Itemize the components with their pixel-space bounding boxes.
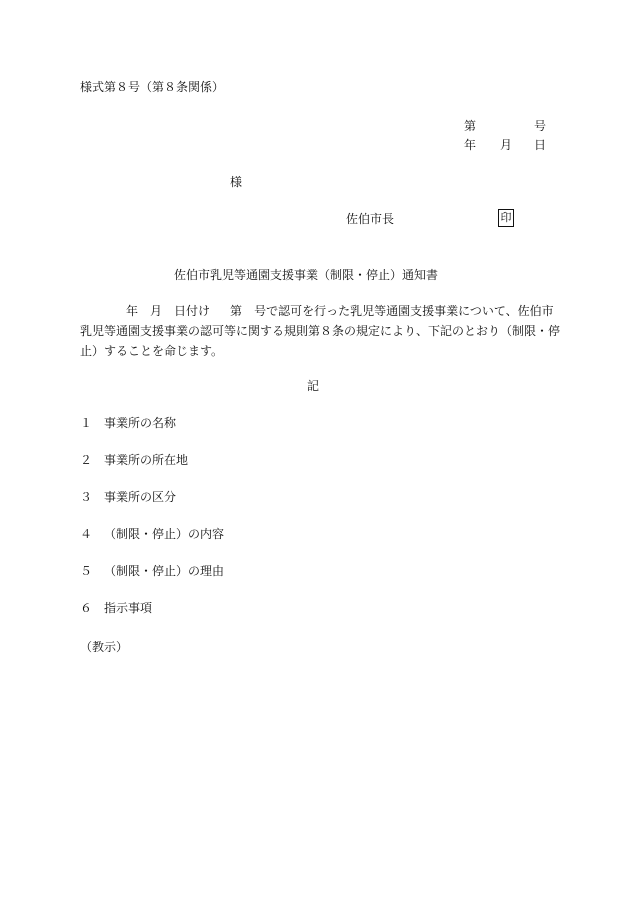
item-label: 事業所の所在地 — [104, 453, 189, 467]
item-number: ４ — [80, 527, 93, 541]
ki-heading: 記 — [307, 379, 320, 393]
document-title: 佐伯市乳児等通園支援事業（制限・停止）通知書 — [174, 268, 439, 282]
item-label: （制限・停止）の内容 — [104, 527, 225, 541]
item-number: ６ — [80, 601, 93, 615]
body-month: 月 — [150, 304, 163, 318]
list-item — [80, 526, 224, 542]
body-paragraph — [80, 301, 561, 361]
reference-dai: 第 — [464, 119, 477, 133]
body-line-3: 止）することを命じます。 — [80, 344, 224, 358]
list-item — [80, 600, 152, 616]
item-number: ５ — [80, 564, 93, 578]
date-month: 月 — [500, 138, 513, 152]
body-line-2: 乳児等通園支援事業の認可等に関する規則第８条の規定により、下記のとおり（制限・停 — [80, 324, 561, 338]
list-item — [80, 563, 224, 579]
kyoji-note: （教示） — [80, 640, 129, 654]
item-label: 事業所の名称 — [104, 416, 177, 430]
item-number: ２ — [80, 453, 93, 467]
item-label: （制限・停止）の理由 — [104, 564, 225, 578]
list-item — [80, 415, 176, 431]
body-dai: 第 — [230, 304, 243, 318]
body-line-1 — [80, 301, 554, 321]
sender-name: 佐伯市長 — [346, 212, 395, 226]
body-year: 年 — [126, 304, 139, 318]
item-number: １ — [80, 416, 93, 430]
form-number: 様式第８号（第８条関係） — [80, 80, 225, 94]
date-day: 日 — [534, 138, 547, 152]
addressee-suffix: 様 — [230, 175, 243, 189]
reference-go: 号 — [534, 119, 547, 133]
list-item — [80, 452, 188, 468]
date-year: 年 — [464, 138, 477, 152]
list-item — [80, 489, 176, 505]
item-number: ３ — [80, 490, 93, 504]
body-day: 日付け — [174, 304, 211, 318]
body-line-1-rest: 号で認可を行った乳児等通園支援事業について、佐伯市 — [254, 304, 554, 318]
seal-mark: 印 — [498, 209, 514, 227]
item-label: 事業所の区分 — [104, 490, 177, 504]
item-label: 指示事項 — [104, 601, 153, 615]
